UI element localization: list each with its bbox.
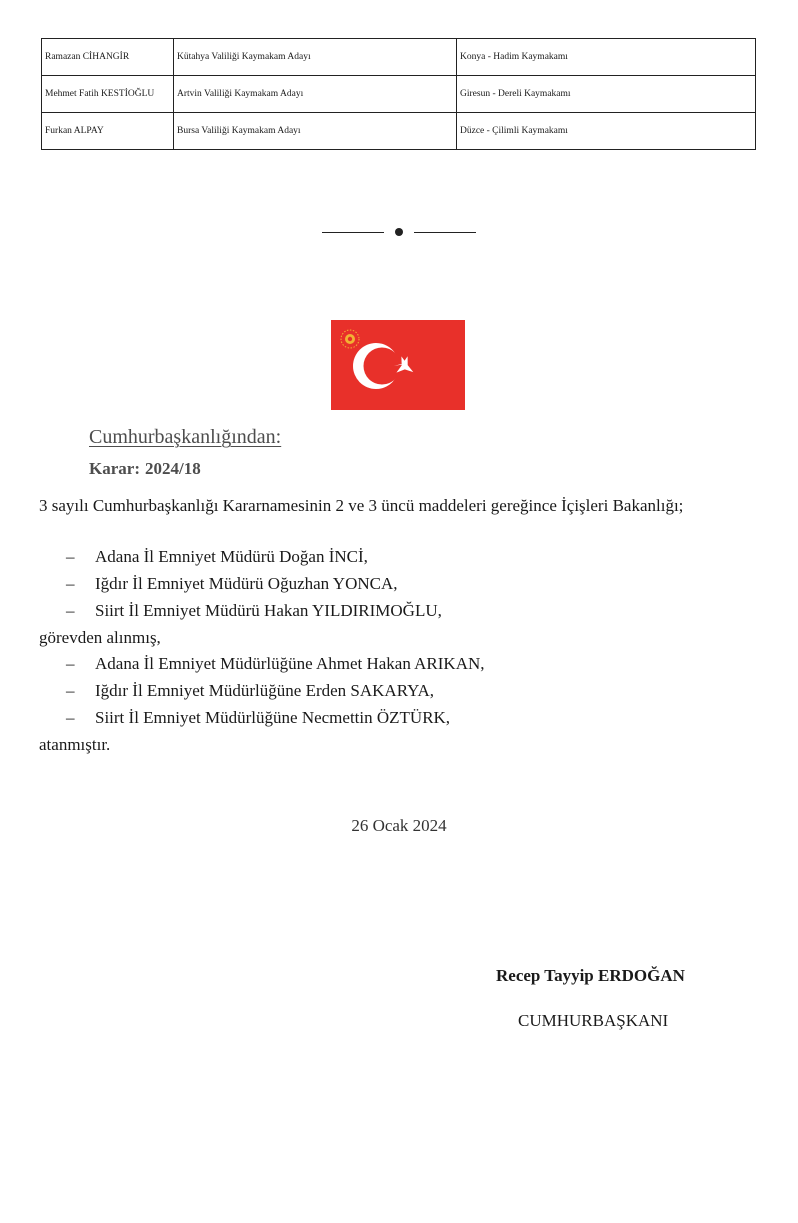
list-item-text: Siirt İl Emniyet Müdürlüğüne Necmettin ÖZTÜRK, xyxy=(95,708,451,727)
list-dash: – xyxy=(66,574,75,593)
appointments-table xyxy=(41,38,756,150)
list-item xyxy=(66,650,485,677)
list-item-text: Iğdır İl Emniyet Müdürü Oğuzhan YONCA, xyxy=(95,574,398,593)
separator-line-right xyxy=(414,232,476,233)
list-dash: – xyxy=(66,708,75,727)
table-row xyxy=(42,76,756,113)
intro-paragraph: 3 sayılı Cumhurbaşkanlığı Kararnamesinin 2 ve 3 üncü maddeleri gereğince İçişleri Bakanlığı; xyxy=(39,496,684,515)
separator-line-left xyxy=(322,232,384,233)
decision-number xyxy=(89,459,201,479)
table-cell-to: Giresun - Dereli Kaymakamı xyxy=(457,76,756,113)
table-cell-to: Düzce - Çilimli Kaymakamı xyxy=(457,113,756,150)
removed-statement: görevden alınmış, xyxy=(39,628,161,647)
appointed-list xyxy=(66,650,485,731)
list-item xyxy=(66,597,442,624)
list-item xyxy=(66,543,442,570)
flag-crescent-inner xyxy=(364,348,401,385)
list-dash: – xyxy=(66,654,75,673)
list-item-text: Adana İl Emniyet Müdürü Doğan İNCİ, xyxy=(95,547,368,566)
appointed-statement: atanmıştır. xyxy=(39,735,111,754)
table-row xyxy=(42,39,756,76)
list-item xyxy=(66,704,485,731)
table-cell-from: Bursa Valiliği Kaymakam Adayı xyxy=(174,113,457,150)
signatory-title: CUMHURBAŞKANI xyxy=(518,1011,669,1030)
table-cell-to: Konya - Hadim Kaymakamı xyxy=(457,39,756,76)
removed-list xyxy=(66,543,442,624)
decision-date: 26 Ocak 2024 xyxy=(351,816,447,835)
list-item xyxy=(66,570,442,597)
separator-dot xyxy=(395,228,403,236)
list-item xyxy=(66,677,485,704)
issuer-heading: Cumhurbaşkanlığından: xyxy=(89,426,282,448)
table-cell-name: Ramazan CİHANGİR xyxy=(42,39,174,76)
table-cell-from: Kütahya Valiliği Kaymakam Adayı xyxy=(174,39,457,76)
table-cell-from: Artvin Valiliği Kaymakam Adayı xyxy=(174,76,457,113)
section-separator xyxy=(322,225,476,237)
turkish-flag-icon xyxy=(331,320,465,410)
decision-value: 2024/18 xyxy=(144,459,201,478)
list-dash: – xyxy=(66,601,75,620)
table-cell-name: Mehmet Fatih KESTİOĞLU xyxy=(42,76,174,113)
table-row xyxy=(42,113,756,150)
decision-label: Karar: xyxy=(89,459,140,478)
list-item-text: Siirt İl Emniyet Müdürü Hakan YILDIRIMOĞLU, xyxy=(95,601,442,620)
list-dash: – xyxy=(66,681,75,700)
table-cell-name: Furkan ALPAY xyxy=(42,113,174,150)
signatory-name: Recep Tayyip ERDOĞAN xyxy=(496,966,685,985)
list-item-text: Adana İl Emniyet Müdürlüğüne Ahmet Hakan ARIKAN, xyxy=(95,654,485,673)
list-dash: – xyxy=(66,547,75,566)
list-item-text: Iğdır İl Emniyet Müdürlüğüne Erden SAKARYA, xyxy=(95,681,435,700)
